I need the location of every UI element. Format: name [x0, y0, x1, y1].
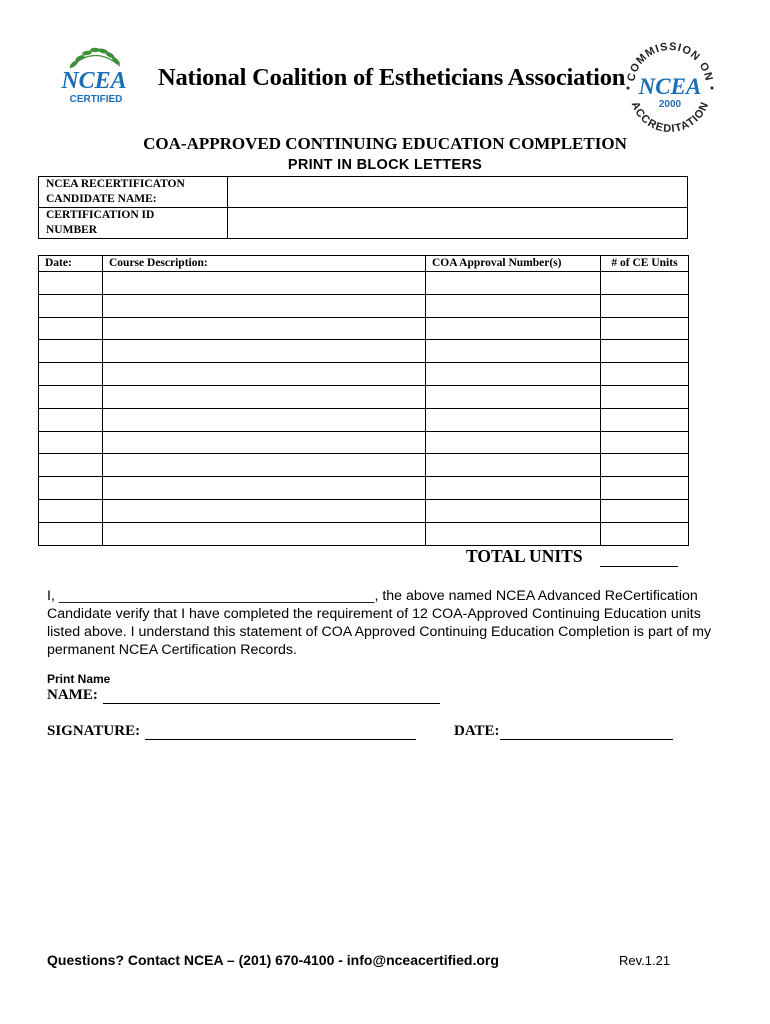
ce-units-cell[interactable]	[601, 454, 689, 477]
course-row	[39, 272, 689, 295]
course-description-cell[interactable]	[103, 363, 426, 386]
course-table-header	[39, 256, 689, 272]
course-row	[39, 431, 689, 454]
coa-approval-number-cell[interactable]	[426, 408, 601, 431]
ce-units-cell[interactable]	[601, 363, 689, 386]
course-table	[38, 255, 689, 546]
course-description-cell[interactable]	[103, 317, 426, 340]
candidate-name-label-line2: CANDIDATE NAME:	[46, 193, 157, 205]
date-cell[interactable]	[39, 340, 103, 363]
course-row	[39, 499, 689, 522]
date-cell[interactable]	[39, 454, 103, 477]
footer-contact-info: Questions? Contact NCEA – (201) 670-4100 - info@nceacertified.org	[47, 952, 499, 968]
coa-approval-number-cell[interactable]	[426, 317, 601, 340]
coa-approval-number-cell[interactable]	[426, 340, 601, 363]
date-cell[interactable]	[39, 499, 103, 522]
total-units-field[interactable]	[600, 566, 678, 567]
svg-text:COMMISSION ON: COMMISSION ON	[625, 40, 715, 83]
document-title: COA-APPROVED CONTINUING EDUCATION COMPLETION	[143, 134, 627, 153]
date-field[interactable]	[500, 739, 673, 740]
date-label: DATE:	[454, 723, 500, 739]
course-description-column-header: Course Description:	[103, 256, 426, 272]
certification-id-field[interactable]	[228, 208, 688, 239]
course-row	[39, 454, 689, 477]
course-description-cell[interactable]	[103, 294, 426, 317]
coa-approval-number-column-header: COA Approval Number(s)	[426, 256, 601, 272]
ce-units-cell[interactable]	[601, 499, 689, 522]
svg-text:NCEA: NCEA	[61, 68, 127, 94]
certification-id-row	[39, 208, 688, 239]
candidate-name-label-line1: NCEA RECERTIFICATON	[46, 178, 185, 190]
coa-approval-number-cell[interactable]	[426, 431, 601, 454]
coa-approval-number-cell[interactable]	[426, 477, 601, 500]
svg-text:ACCREDITATION: ACCREDITATION	[628, 99, 712, 136]
certification-statement: I, ________________________________________, the above named NCEA Advanced ReCertification Candidate verify that I have completed the requirement of 12 COA-Approved Continuing Education units listed above. I understand this statement of COA Approved Continuing Education Completion is part of my permanent NCEA Certification Records.	[47, 588, 712, 658]
date-cell[interactable]	[39, 272, 103, 295]
date-column-header: Date:	[39, 256, 103, 272]
date-cell[interactable]	[39, 363, 103, 386]
course-description-cell[interactable]	[103, 340, 426, 363]
coa-approval-number-cell[interactable]	[426, 499, 601, 522]
organization-name: National Coalition of Estheticians Association	[158, 64, 626, 91]
course-description-cell[interactable]	[103, 454, 426, 477]
ce-units-column-header: # of CE Units	[601, 256, 689, 272]
date-cell[interactable]	[39, 431, 103, 454]
svg-text:2000: 2000	[658, 99, 682, 110]
certification-id-label-line2: NUMBER	[46, 224, 98, 236]
commission-on-accreditation-seal	[620, 36, 720, 136]
ce-units-cell[interactable]	[601, 522, 689, 545]
ce-units-cell[interactable]	[601, 272, 689, 295]
date-cell[interactable]	[39, 408, 103, 431]
revision-number: Rev.1.21	[619, 953, 671, 968]
course-table-body	[39, 272, 689, 546]
name-field[interactable]	[103, 703, 440, 704]
course-description-cell[interactable]	[103, 499, 426, 522]
course-description-cell[interactable]	[103, 385, 426, 408]
coa-approval-number-cell[interactable]	[426, 294, 601, 317]
ce-units-cell[interactable]	[601, 294, 689, 317]
course-description-cell[interactable]	[103, 431, 426, 454]
ce-units-cell[interactable]	[601, 477, 689, 500]
candidate-name-label	[39, 177, 228, 208]
course-description-cell[interactable]	[103, 408, 426, 431]
coa-approval-number-cell[interactable]	[426, 385, 601, 408]
print-name-label: Print Name	[47, 672, 111, 686]
candidate-info-table	[38, 176, 688, 239]
candidate-name-row	[39, 177, 688, 208]
certification-id-label	[39, 208, 228, 239]
document-subtitle: PRINT IN BLOCK LETTERS	[287, 157, 483, 173]
coa-approval-number-cell[interactable]	[426, 522, 601, 545]
date-cell[interactable]	[39, 477, 103, 500]
course-row	[39, 408, 689, 431]
total-units-label: TOTAL UNITS	[466, 546, 583, 566]
course-description-cell[interactable]	[103, 522, 426, 545]
course-row	[39, 317, 689, 340]
date-cell[interactable]	[39, 317, 103, 340]
coa-approval-number-cell[interactable]	[426, 363, 601, 386]
ce-units-cell[interactable]	[601, 317, 689, 340]
ncea-certified-logo	[52, 44, 138, 106]
course-description-cell[interactable]	[103, 477, 426, 500]
ce-units-cell[interactable]	[601, 340, 689, 363]
course-row	[39, 522, 689, 545]
course-row	[39, 340, 689, 363]
ce-units-cell[interactable]	[601, 431, 689, 454]
date-cell[interactable]	[39, 294, 103, 317]
date-cell[interactable]	[39, 385, 103, 408]
signature-field[interactable]	[145, 739, 416, 740]
svg-text:CERTIFIED: CERTIFIED	[69, 94, 123, 105]
course-row	[39, 477, 689, 500]
name-label: NAME:	[47, 687, 98, 703]
ce-units-cell[interactable]	[601, 408, 689, 431]
certification-id-label-line1: CERTIFICATION ID	[46, 209, 155, 221]
course-description-cell[interactable]	[103, 272, 426, 295]
course-row	[39, 363, 689, 386]
date-cell[interactable]	[39, 522, 103, 545]
svg-text:NCEA: NCEA	[638, 74, 702, 99]
course-row	[39, 294, 689, 317]
signature-label: SIGNATURE:	[47, 723, 141, 739]
course-row	[39, 385, 689, 408]
ce-units-cell[interactable]	[601, 385, 689, 408]
coa-approval-number-cell[interactable]	[426, 272, 601, 295]
coa-approval-number-cell[interactable]	[426, 454, 601, 477]
candidate-name-field[interactable]	[228, 177, 688, 208]
